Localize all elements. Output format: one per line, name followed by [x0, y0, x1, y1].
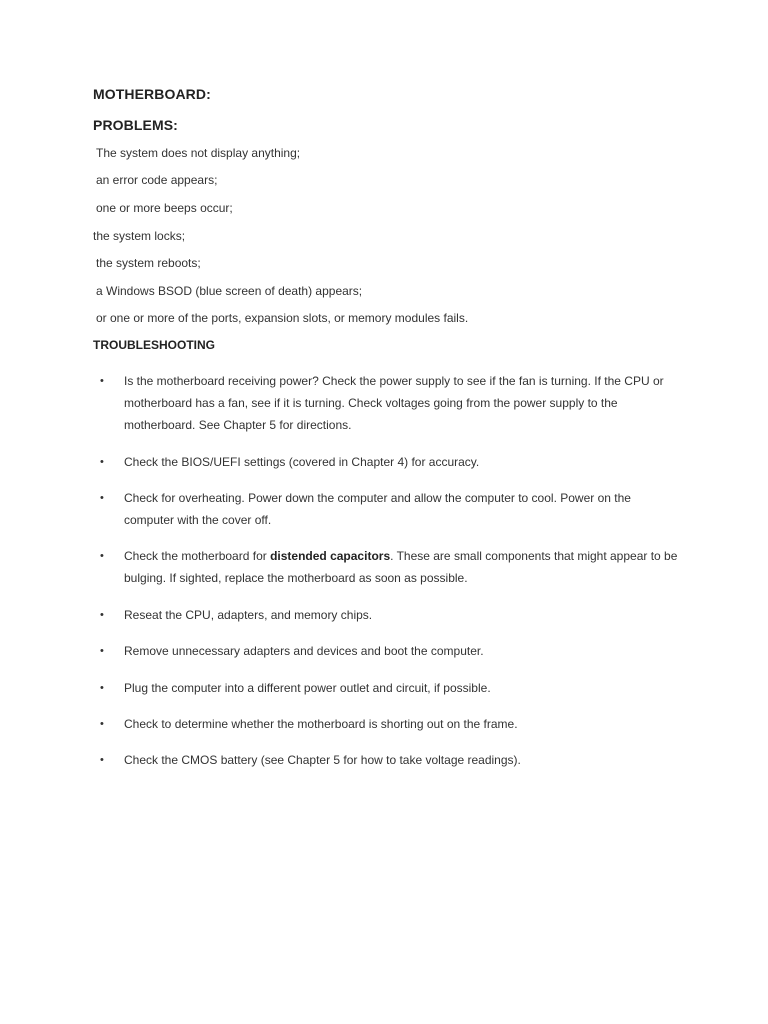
- problem-item: or one or more of the ports, expansion slots, or memory modules fails.: [96, 311, 469, 325]
- list-item-text: Check the CMOS battery (see Chapter 5 for how to take voltage readings).: [124, 753, 521, 767]
- list-item-text: Check for overheating. Power down the computer and allow the computer to cool. Power on the computer with the cover off.: [124, 491, 631, 527]
- problem-item: a Windows BSOD (blue screen of death) appears;: [96, 284, 363, 298]
- bullet-icon: •: [100, 375, 104, 387]
- problem-item: one or more beeps occur;: [96, 201, 233, 215]
- troubleshooting-heading: TROUBLESHOOTING: [93, 338, 215, 352]
- bullet-icon: •: [100, 682, 104, 694]
- problem-item: The system does not display anything;: [96, 146, 301, 160]
- list-item-text: Check to determine whether the motherboard is shorting out on the frame.: [124, 717, 518, 731]
- list-item-text: Reseat the CPU, adapters, and memory chips.: [124, 608, 373, 622]
- bullet-icon: •: [100, 718, 104, 730]
- list-item-text: Plug the computer into a different power outlet and circuit, if possible.: [124, 681, 491, 695]
- problems-heading: PROBLEMS:: [93, 117, 178, 133]
- list-item-text: Remove unnecessary adapters and devices and boot the computer.: [124, 644, 484, 658]
- list-item-text-start: Check the motherboard for: [124, 549, 271, 563]
- emphasized-term: distended capacitors: [270, 549, 391, 563]
- problem-item: an error code appears;: [96, 173, 218, 187]
- bullet-icon: •: [100, 645, 104, 657]
- bullet-icon: •: [100, 456, 104, 468]
- list-item-text: Check the BIOS/UEFI settings (covered in Chapter 4) for accuracy.: [124, 455, 480, 469]
- list-item-text: [124, 545, 680, 589]
- bullet-icon: •: [100, 754, 104, 766]
- bullet-icon: •: [100, 550, 104, 562]
- problem-item: the system reboots;: [96, 256, 201, 270]
- document-title: MOTHERBOARD:: [93, 86, 211, 102]
- bullet-icon: •: [100, 609, 104, 621]
- problem-item: the system locks;: [93, 229, 186, 243]
- bullet-icon: •: [100, 492, 104, 504]
- list-item-text-end: . These are small components that might appear to be bulging. If sighted, replace the motherboard as soon as possible.: [124, 549, 678, 585]
- list-item-text: Is the motherboard receiving power? Check the power supply to see if the fan is turning. If the CPU or motherboard has a fan, see if it is turning. Check voltages going from the power supply to the motherboard. See Chapter 5 for directions.: [124, 374, 664, 432]
